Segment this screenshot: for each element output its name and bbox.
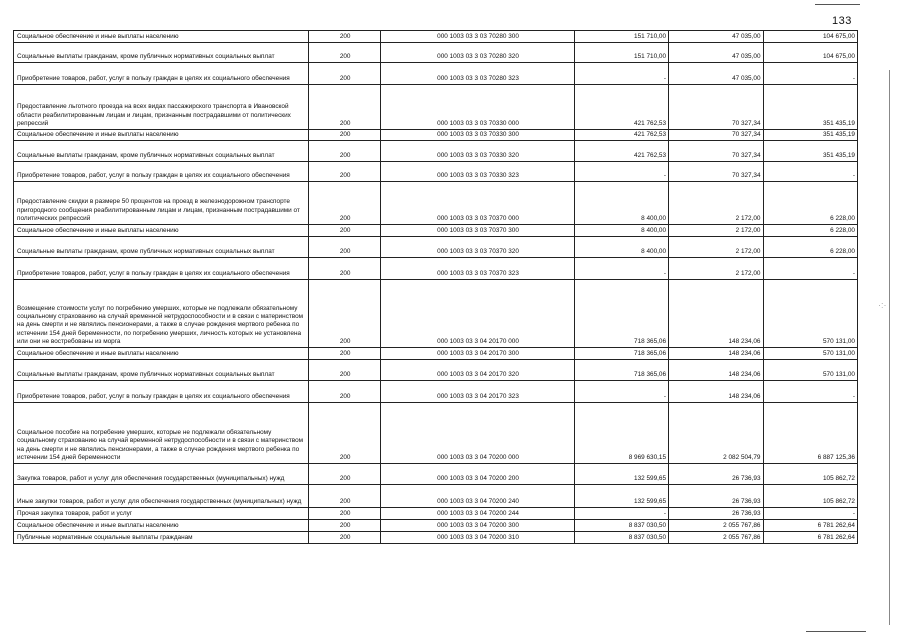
row-exec: 148 234,06 bbox=[669, 348, 763, 360]
row-code: 000 1003 03 3 04 70200 240 bbox=[381, 485, 574, 508]
table-row bbox=[14, 237, 858, 258]
row-code: 000 1003 03 3 04 70200 200 bbox=[381, 464, 574, 485]
row-code: 000 1003 03 3 03 70370 000 bbox=[381, 182, 574, 225]
row-name: Прочая закупка товаров, работ и услуг bbox=[14, 508, 309, 520]
row-rest: 351 435,19 bbox=[763, 130, 858, 141]
row-exec: 26 736,93 bbox=[669, 508, 763, 520]
table-row bbox=[14, 532, 858, 544]
row-code: 000 1003 03 3 03 70280 320 bbox=[381, 43, 574, 63]
row-grbs: 200 bbox=[308, 403, 381, 464]
row-rest: 6 228,00 bbox=[763, 225, 858, 237]
row-grbs: 200 bbox=[308, 508, 381, 520]
row-plan: 151 710,00 bbox=[574, 43, 668, 63]
table-row bbox=[14, 348, 858, 360]
table-row bbox=[14, 520, 858, 532]
row-name: Иные закупки товаров, работ и услуг для обеспечения государственных (муниципальных) нужд bbox=[14, 485, 309, 508]
row-code: 000 1003 03 3 03 70370 300 bbox=[381, 225, 574, 237]
table-row bbox=[14, 485, 858, 508]
row-plan: - bbox=[574, 162, 668, 182]
table-row bbox=[14, 225, 858, 237]
row-plan: - bbox=[574, 63, 668, 85]
row-exec: 148 234,06 bbox=[669, 360, 763, 381]
row-plan: 8 837 030,50 bbox=[574, 532, 668, 544]
row-name: Социальное обеспечение и иные выплаты населению bbox=[14, 130, 309, 141]
row-name: Социальное обеспечение и иные выплаты населению bbox=[14, 520, 309, 532]
row-exec: 2 055 767,86 bbox=[669, 532, 763, 544]
row-name: Закупка товаров, работ и услуг для обеспечения государственных (муниципальных) нужд bbox=[14, 464, 309, 485]
table-row bbox=[14, 141, 858, 162]
table-row bbox=[14, 63, 858, 85]
row-rest: - bbox=[763, 63, 858, 85]
row-rest: 104 675,00 bbox=[763, 31, 858, 43]
row-grbs: 200 bbox=[308, 532, 381, 544]
row-exec: 70 327,34 bbox=[669, 162, 763, 182]
table-row bbox=[14, 43, 858, 63]
row-grbs: 200 bbox=[308, 485, 381, 508]
row-grbs: 200 bbox=[308, 258, 381, 280]
row-code: 000 1003 03 3 03 70330 320 bbox=[381, 141, 574, 162]
table-row bbox=[14, 85, 858, 130]
row-plan: 132 599,65 bbox=[574, 485, 668, 508]
row-exec: 47 035,00 bbox=[669, 43, 763, 63]
budget-execution-table bbox=[13, 30, 858, 544]
row-name: Социальное обеспечение и иные выплаты населению bbox=[14, 348, 309, 360]
row-name: Социальные выплаты гражданам, кроме публичных нормативных социальных выплат bbox=[14, 141, 309, 162]
row-exec: 148 234,06 bbox=[669, 280, 763, 348]
row-grbs: 200 bbox=[308, 360, 381, 381]
table-row bbox=[14, 508, 858, 520]
row-rest: 570 131,00 bbox=[763, 348, 858, 360]
row-plan: 8 400,00 bbox=[574, 225, 668, 237]
row-plan: 8 400,00 bbox=[574, 237, 668, 258]
row-grbs: 200 bbox=[308, 31, 381, 43]
row-rest: - bbox=[763, 258, 858, 280]
row-code: 000 1003 03 3 04 20170 320 bbox=[381, 360, 574, 381]
row-exec: 70 327,34 bbox=[669, 141, 763, 162]
row-plan: 132 599,65 bbox=[574, 464, 668, 485]
row-code: 000 1003 03 3 04 20170 323 bbox=[381, 381, 574, 403]
row-name: Предоставление скидки в размере 50 процентов на проезд в железнодорожном транспорте пригородного сообщения реабилитированным лицам и лицам, признанным пострадавшими от политических репрессий bbox=[14, 182, 309, 225]
row-rest: - bbox=[763, 381, 858, 403]
row-code: 000 1003 03 3 04 70200 244 bbox=[381, 508, 574, 520]
row-code: 000 1003 03 3 04 70200 310 bbox=[381, 532, 574, 544]
row-plan: 421 762,53 bbox=[574, 85, 668, 130]
row-exec: 2 055 767,86 bbox=[669, 520, 763, 532]
scan-artifact: ·:· bbox=[878, 300, 887, 310]
row-exec: 26 736,93 bbox=[669, 464, 763, 485]
row-code: 000 1003 03 3 03 70330 300 bbox=[381, 130, 574, 141]
row-name: Социальное обеспечение и иные выплаты населению bbox=[14, 31, 309, 43]
row-grbs: 200 bbox=[308, 162, 381, 182]
row-code: 000 1003 03 3 03 70330 323 bbox=[381, 162, 574, 182]
row-rest: - bbox=[763, 508, 858, 520]
row-name: Приобретение товаров, работ, услуг в пользу граждан в целях их социального обеспечения bbox=[14, 258, 309, 280]
table-row bbox=[14, 360, 858, 381]
row-name: Приобретение товаров, работ, услуг в пользу граждан в целях их социального обеспечения bbox=[14, 381, 309, 403]
row-name: Социальные выплаты гражданам, кроме публичных нормативных социальных выплат bbox=[14, 43, 309, 63]
row-rest: 570 131,00 bbox=[763, 360, 858, 381]
row-grbs: 200 bbox=[308, 381, 381, 403]
row-plan: - bbox=[574, 508, 668, 520]
row-plan: 718 365,06 bbox=[574, 360, 668, 381]
row-name: Возмещение стоимости услуг по погребению умерших, которые не подлежали обязательному социальному страхованию на случай временной нетрудоспособности и в связи с материнством на день смерти и не являлись пенсионерами, а также в случае рождения мертвого ребенка по истечении 154 дней беременности, по погребению умерших, личность которых не установлена или они не востребованы из морга bbox=[14, 280, 309, 348]
row-exec: 26 736,93 bbox=[669, 485, 763, 508]
table-body bbox=[14, 31, 858, 544]
row-exec: 2 172,00 bbox=[669, 225, 763, 237]
row-grbs: 200 bbox=[308, 63, 381, 85]
row-plan: - bbox=[574, 258, 668, 280]
row-code: 000 1003 03 3 04 20170 300 bbox=[381, 348, 574, 360]
row-plan: 421 762,53 bbox=[574, 130, 668, 141]
row-rest: 105 862,72 bbox=[763, 464, 858, 485]
row-exec: 148 234,06 bbox=[669, 381, 763, 403]
row-name: Публичные нормативные социальные выплаты гражданам bbox=[14, 532, 309, 544]
row-grbs: 200 bbox=[308, 225, 381, 237]
row-name: Приобретение товаров, работ, услуг в пользу граждан в целях их социального обеспечения bbox=[14, 162, 309, 182]
row-exec: 47 035,00 bbox=[669, 63, 763, 85]
row-exec: 47 035,00 bbox=[669, 31, 763, 43]
row-name: Предоставление льготного проезда на всех видах пассажирского транспорта в Ивановской области реабилитированным лицам и лицам, признанным пострадавшими от политических репрессий bbox=[14, 85, 309, 130]
row-rest: 6 887 125,36 bbox=[763, 403, 858, 464]
row-grbs: 200 bbox=[308, 237, 381, 258]
row-grbs: 200 bbox=[308, 280, 381, 348]
row-grbs: 200 bbox=[308, 43, 381, 63]
row-rest: 6 781 262,64 bbox=[763, 520, 858, 532]
row-grbs: 200 bbox=[308, 85, 381, 130]
row-exec: 2 082 504,79 bbox=[669, 403, 763, 464]
row-name: Социальные выплаты гражданам, кроме публичных нормативных социальных выплат bbox=[14, 237, 309, 258]
row-rest: 351 435,19 bbox=[763, 85, 858, 130]
row-rest: 351 435,19 bbox=[763, 141, 858, 162]
row-rest: 105 862,72 bbox=[763, 485, 858, 508]
row-code: 000 1003 03 3 03 70330 000 bbox=[381, 85, 574, 130]
row-name: Социальное пособие на погребение умерших, которые не подлежали обязательному социальному страхованию на случай временной нетрудоспособности и в связи с материнством на день смерти и не являлись пенсионерами, а также в случае рождения мертвого ребенка по истечении 154 дней беременности bbox=[14, 403, 309, 464]
row-exec: 2 172,00 bbox=[669, 237, 763, 258]
table-row bbox=[14, 182, 858, 225]
row-grbs: 200 bbox=[308, 182, 381, 225]
table-row bbox=[14, 280, 858, 348]
row-rest: 6 228,00 bbox=[763, 182, 858, 225]
row-code: 000 1003 03 3 03 70370 323 bbox=[381, 258, 574, 280]
row-plan: 8 837 030,50 bbox=[574, 520, 668, 532]
row-exec: 70 327,34 bbox=[669, 85, 763, 130]
row-code: 000 1003 03 3 03 70280 300 bbox=[381, 31, 574, 43]
row-name: Социальное обеспечение и иные выплаты населению bbox=[14, 225, 309, 237]
row-plan: 8 969 630,15 bbox=[574, 403, 668, 464]
row-grbs: 200 bbox=[308, 130, 381, 141]
row-code: 000 1003 03 3 03 70280 323 bbox=[381, 63, 574, 85]
table-row bbox=[14, 258, 858, 280]
row-exec: 2 172,00 bbox=[669, 258, 763, 280]
row-code: 000 1003 03 3 04 20170 000 bbox=[381, 280, 574, 348]
top-edge-mark bbox=[815, 4, 860, 5]
row-exec: 2 172,00 bbox=[669, 182, 763, 225]
table-row bbox=[14, 381, 858, 403]
row-grbs: 200 bbox=[308, 464, 381, 485]
row-name: Социальные выплаты гражданам, кроме публичных нормативных социальных выплат bbox=[14, 360, 309, 381]
table-row bbox=[14, 130, 858, 141]
row-name: Приобретение товаров, работ, услуг в пользу граждан в целях их социального обеспечения bbox=[14, 63, 309, 85]
row-rest: 104 675,00 bbox=[763, 43, 858, 63]
row-grbs: 200 bbox=[308, 520, 381, 532]
row-plan: 151 710,00 bbox=[574, 31, 668, 43]
row-exec: 70 327,34 bbox=[669, 130, 763, 141]
row-rest: 6 781 262,64 bbox=[763, 532, 858, 544]
row-rest: 570 131,00 bbox=[763, 280, 858, 348]
row-plan: - bbox=[574, 381, 668, 403]
row-rest: 6 228,00 bbox=[763, 237, 858, 258]
row-plan: 421 762,53 bbox=[574, 141, 668, 162]
row-grbs: 200 bbox=[308, 348, 381, 360]
bottom-edge-mark bbox=[806, 631, 866, 632]
row-plan: 8 400,00 bbox=[574, 182, 668, 225]
row-code: 000 1003 03 3 04 70200 300 bbox=[381, 520, 574, 532]
table-row bbox=[14, 403, 858, 464]
table-row bbox=[14, 162, 858, 182]
row-code: 000 1003 03 3 03 70370 320 bbox=[381, 237, 574, 258]
right-scan-edge bbox=[889, 70, 890, 625]
page-number: 133 bbox=[832, 15, 852, 27]
table-row bbox=[14, 464, 858, 485]
row-plan: 718 365,06 bbox=[574, 280, 668, 348]
row-rest: - bbox=[763, 162, 858, 182]
table-row bbox=[14, 31, 858, 43]
row-code: 000 1003 03 3 04 70200 000 bbox=[381, 403, 574, 464]
row-plan: 718 365,06 bbox=[574, 348, 668, 360]
row-grbs: 200 bbox=[308, 141, 381, 162]
